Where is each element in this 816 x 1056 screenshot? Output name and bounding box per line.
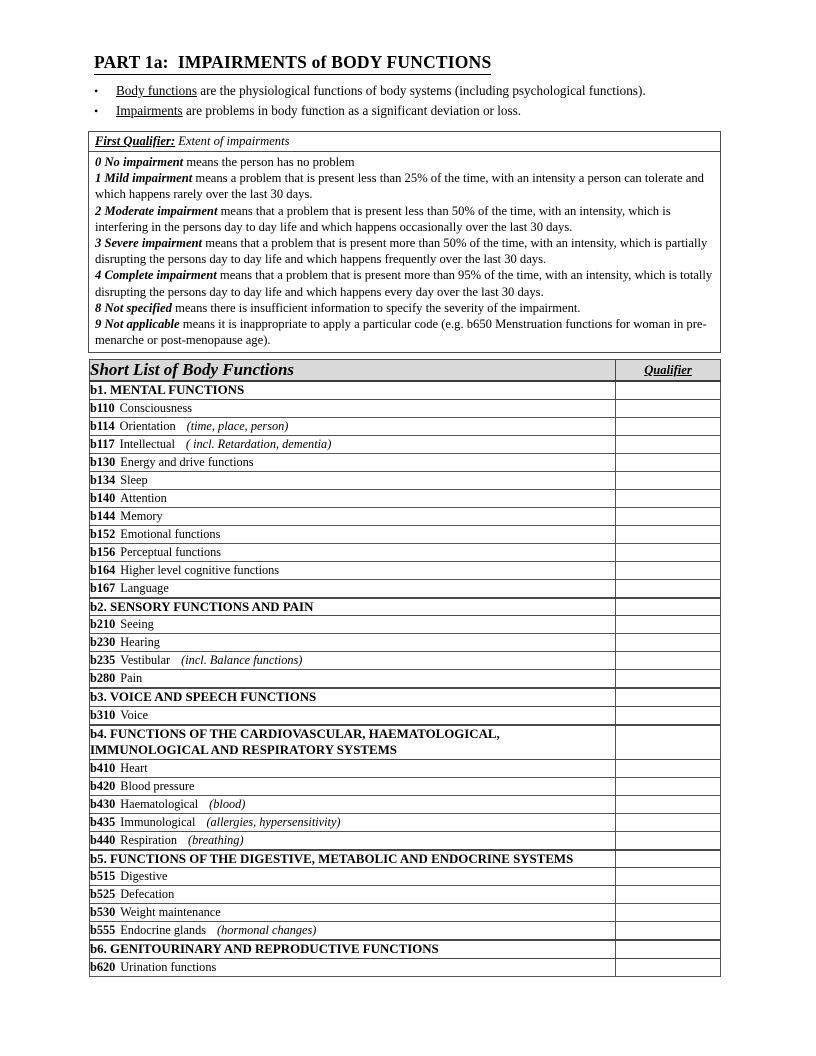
qualifier-cell[interactable] xyxy=(616,435,721,453)
function-label: Urination functions xyxy=(120,959,217,974)
qualifier-level-text: means that a problem that is present more than 50% of the time, with an intensity, which is partially disrupting the persons day to day life and which happens frequently over the last 30 days. xyxy=(95,236,708,267)
qualifier-cell[interactable] xyxy=(616,759,721,777)
function-label: Defecation xyxy=(120,887,175,901)
qualifier-cell[interactable] xyxy=(616,616,721,634)
function-label: Attention xyxy=(120,490,167,505)
function-cell xyxy=(90,886,616,904)
table-header-row xyxy=(90,360,721,382)
function-note: (hormonal changes) xyxy=(217,923,317,937)
qualifier-cell[interactable] xyxy=(616,417,721,435)
bullet-dot-icon: • xyxy=(94,84,99,98)
function-code: b410 xyxy=(90,760,116,775)
section-heading-line1: b2. SENSORY FUNCTIONS AND PAIN xyxy=(90,599,314,614)
function-label: Intellectual xyxy=(119,436,175,451)
qualifier-cell[interactable] xyxy=(616,453,721,471)
function-cell xyxy=(90,417,616,435)
function-label: Haematological xyxy=(120,796,199,811)
qualifier-cell[interactable] xyxy=(616,850,721,868)
table-section-header-row xyxy=(90,688,721,706)
function-code: b110 xyxy=(90,400,115,415)
function-cell xyxy=(90,435,616,453)
table-row xyxy=(90,922,721,941)
qualifier-cell[interactable] xyxy=(616,831,721,850)
table-row xyxy=(90,958,721,976)
function-code: b420 xyxy=(90,778,116,793)
qualifier-cell[interactable] xyxy=(616,399,721,417)
qualifier-level-0 xyxy=(95,154,714,170)
qualifier-cell[interactable] xyxy=(616,706,721,725)
qualifier-column-header: Qualifier xyxy=(616,360,721,382)
function-cell xyxy=(90,777,616,795)
table-row xyxy=(90,634,721,652)
section-heading-line1: b6. GENITOURINARY AND REPRODUCTIVE FUNCTIONS xyxy=(90,942,439,956)
qualifier-cell[interactable] xyxy=(616,579,721,598)
list-item xyxy=(94,81,724,101)
function-cell xyxy=(90,489,616,507)
function-code: b152 xyxy=(90,526,116,541)
body-functions-table-body xyxy=(90,360,721,977)
table-section-header-row xyxy=(90,940,721,958)
function-label: Vestibular xyxy=(120,653,171,667)
bullet-dot-icon: • xyxy=(94,104,99,118)
table-title: Short List of Body Functions xyxy=(90,360,616,382)
qualifier-cell[interactable] xyxy=(616,958,721,976)
section-heading-line1: b4. FUNCTIONS OF THE CARDIOVASCULAR, HAEMATOLOGICAL, xyxy=(90,726,500,741)
function-code: b130 xyxy=(90,454,116,469)
section-heading-line1: b3. VOICE AND SPEECH FUNCTIONS xyxy=(90,690,317,704)
qualifier-level-lead: 2 Moderate impairment xyxy=(95,203,218,218)
function-label: Orientation xyxy=(119,418,176,433)
table-row xyxy=(90,831,721,850)
qualifier-cell[interactable] xyxy=(616,471,721,489)
table-section-header-row xyxy=(90,381,721,399)
table-row xyxy=(90,886,721,904)
qualifier-level-3 xyxy=(95,235,714,267)
qualifier-cell[interactable] xyxy=(616,381,721,399)
function-code: b144 xyxy=(90,508,116,523)
function-label: Higher level cognitive functions xyxy=(120,562,280,577)
section-heading xyxy=(90,688,616,706)
function-code: b117 xyxy=(90,436,115,451)
function-code: b235 xyxy=(90,653,116,667)
qualifier-level-lead: 9 Not applicable xyxy=(95,317,180,332)
function-note: ( incl. Retardation, dementia) xyxy=(185,436,332,451)
qualifier-level-text: means it is inappropriate to apply a particular code (e.g. b650 Menstruation functions for woman in pre-menarche or post-menopause age). xyxy=(95,317,707,348)
table-row xyxy=(90,561,721,579)
function-code: b134 xyxy=(90,472,116,487)
qualifier-level-lead: 0 No impairment xyxy=(95,155,184,169)
function-label: Consciousness xyxy=(119,400,193,415)
function-label: Memory xyxy=(120,508,163,523)
function-label: Sleep xyxy=(120,472,148,487)
function-cell xyxy=(90,759,616,777)
qualifier-level-text: means the person has no problem xyxy=(183,155,355,169)
function-cell xyxy=(90,652,616,670)
function-cell xyxy=(90,795,616,813)
table-section-header-row xyxy=(90,598,721,616)
function-cell xyxy=(90,616,616,634)
table-row xyxy=(90,507,721,525)
function-cell xyxy=(90,922,616,941)
table-row xyxy=(90,904,721,922)
body-functions-table xyxy=(89,359,721,977)
table-row xyxy=(90,471,721,489)
qualifier-cell[interactable] xyxy=(616,652,721,670)
qualifier-header-label: First Qualifier: xyxy=(95,134,176,148)
function-cell xyxy=(90,579,616,598)
function-label: Emotional functions xyxy=(120,526,221,541)
function-code: b310 xyxy=(90,707,116,722)
table-row xyxy=(90,813,721,831)
function-code: b515 xyxy=(90,869,116,883)
table-row xyxy=(90,435,721,453)
qualifier-level-text: means that a problem that is present more than 95% of the time, with an intensity, which is totally disrupting the persons day to day life and which happens every day over the last 30 days. xyxy=(95,268,713,299)
table-row xyxy=(90,706,721,725)
qualifier-level-lead: 4 Complete impairment xyxy=(95,268,217,283)
qualifier-cell[interactable] xyxy=(616,795,721,813)
function-label: Language xyxy=(120,580,169,595)
function-cell xyxy=(90,543,616,561)
section-heading xyxy=(90,940,616,958)
function-code: b280 xyxy=(90,671,116,685)
qualifier-cell[interactable] xyxy=(616,725,721,760)
function-cell xyxy=(90,634,616,652)
function-label: Seeing xyxy=(120,617,154,631)
function-code: b230 xyxy=(90,635,116,649)
function-label: Voice xyxy=(120,707,149,722)
table-row xyxy=(90,543,721,561)
function-code: b164 xyxy=(90,562,116,577)
section-heading xyxy=(90,725,616,760)
function-cell xyxy=(90,868,616,886)
first-qualifier-box xyxy=(88,131,721,353)
function-code: b435 xyxy=(90,814,116,829)
qualifier-cell[interactable] xyxy=(616,561,721,579)
function-code: b210 xyxy=(90,617,116,631)
function-note: (incl. Balance functions) xyxy=(181,653,303,667)
table-row xyxy=(90,868,721,886)
qualifier-level-lead: 3 Severe impairment xyxy=(95,236,203,251)
list-item xyxy=(94,101,724,121)
bullet-text xyxy=(116,81,724,100)
function-cell xyxy=(90,471,616,489)
qualifier-level-2 xyxy=(95,203,714,235)
page-title: PART 1a: IMPAIRMENTS of BODY FUNCTIONS xyxy=(94,52,491,75)
function-cell xyxy=(90,453,616,471)
function-note: (breathing) xyxy=(188,832,244,847)
function-label: Hearing xyxy=(120,635,160,649)
bullet-lead-term: Body functions xyxy=(116,83,197,98)
function-label: Endocrine glands xyxy=(120,923,207,937)
function-cell xyxy=(90,670,616,689)
table-row xyxy=(90,777,721,795)
qualifier-cell[interactable] xyxy=(616,922,721,941)
table-row xyxy=(90,670,721,689)
qualifier-box-body xyxy=(89,152,720,352)
section-heading-line2: IMMUNOLOGICAL AND RESPIRATORY SYSTEMS xyxy=(90,743,397,757)
table-row xyxy=(90,399,721,417)
qualifier-cell[interactable] xyxy=(616,489,721,507)
qualifier-cell[interactable] xyxy=(616,634,721,652)
qualifier-box-header xyxy=(89,132,720,152)
function-code: b430 xyxy=(90,796,116,811)
function-label: Perceptual functions xyxy=(120,544,222,559)
function-cell xyxy=(90,525,616,543)
function-code: b555 xyxy=(90,923,116,937)
intro-bullet-list xyxy=(94,81,724,121)
function-cell xyxy=(90,507,616,525)
function-label: Weight maintenance xyxy=(120,905,221,919)
function-cell xyxy=(90,706,616,725)
function-code: b620 xyxy=(90,959,116,974)
qualifier-cell[interactable] xyxy=(616,868,721,886)
qualifier-header-rest: Extent of impairments xyxy=(175,134,290,148)
qualifier-cell[interactable] xyxy=(616,525,721,543)
function-note: (time, place, person) xyxy=(186,418,289,433)
function-cell xyxy=(90,831,616,850)
function-code: b156 xyxy=(90,544,116,559)
function-note: (allergies, hypersensitivity) xyxy=(206,814,341,829)
bullet-rest-text: are the physiological functions of body systems (including psychological functions). xyxy=(196,83,646,98)
function-label: Pain xyxy=(120,671,143,685)
table-section-header-row xyxy=(90,850,721,868)
bullet-rest-text: are problems in body function as a significant deviation or loss. xyxy=(182,103,522,118)
table-row xyxy=(90,417,721,435)
function-label: Blood pressure xyxy=(120,778,195,793)
qualifier-level-8 xyxy=(95,300,714,316)
function-cell xyxy=(90,904,616,922)
table-row xyxy=(90,795,721,813)
qualifier-level-text: means there is insufficient information to specify the severity of the impairment. xyxy=(171,300,581,315)
qualifier-level-text: means that a problem that is present less than 50% of the time, with an intensity, which is interfering in the persons day to day life and which happens occasionally over the last 30 days. xyxy=(95,203,671,234)
section-heading xyxy=(90,381,616,399)
qualifier-cell[interactable] xyxy=(616,940,721,958)
function-label: Immunological xyxy=(120,814,196,829)
function-label: Respiration xyxy=(120,832,177,847)
section-heading xyxy=(90,598,616,616)
function-cell xyxy=(90,958,616,976)
qualifier-cell[interactable] xyxy=(616,904,721,922)
table-section-header-row xyxy=(90,725,721,760)
function-code: b167 xyxy=(90,580,116,595)
qualifier-cell[interactable] xyxy=(616,670,721,689)
qualifier-level-9 xyxy=(95,316,714,348)
function-label: Energy and drive functions xyxy=(120,454,254,469)
function-code: b140 xyxy=(90,490,116,505)
qualifier-level-lead: 1 Mild impairment xyxy=(95,171,193,186)
qualifier-cell[interactable] xyxy=(616,507,721,525)
function-code: b440 xyxy=(90,832,116,847)
table-row xyxy=(90,579,721,598)
qualifier-level-lead: 8 Not specified xyxy=(95,300,172,315)
section-heading-line1: b1. MENTAL FUNCTIONS xyxy=(90,383,245,397)
section-heading xyxy=(90,850,616,868)
table-row xyxy=(90,616,721,634)
qualifier-level-text: means a problem that is present less than 25% of the time, with an intensity a person can tolerate and which happens rarely over the last 30 days. xyxy=(95,171,704,202)
qualifier-cell[interactable] xyxy=(616,543,721,561)
table-row xyxy=(90,652,721,670)
table-row xyxy=(90,453,721,471)
function-cell xyxy=(90,561,616,579)
section-heading-line1: b5. FUNCTIONS OF THE DIGESTIVE, METABOLIC AND ENDOCRINE SYSTEMS xyxy=(90,851,574,866)
qualifier-level-4 xyxy=(95,267,714,299)
qualifier-cell[interactable] xyxy=(616,886,721,904)
function-code: b530 xyxy=(90,905,116,919)
function-note: (blood) xyxy=(209,796,246,811)
qualifier-cell[interactable] xyxy=(616,688,721,706)
bullet-lead-term: Impairments xyxy=(116,103,183,118)
qualifier-cell[interactable] xyxy=(616,813,721,831)
function-cell xyxy=(90,399,616,417)
table-row xyxy=(90,489,721,507)
qualifier-cell[interactable] xyxy=(616,777,721,795)
qualifier-cell[interactable] xyxy=(616,598,721,616)
table-row xyxy=(90,759,721,777)
bullet-text xyxy=(116,101,724,120)
function-label: Heart xyxy=(120,760,148,775)
function-code: b525 xyxy=(90,887,116,901)
function-code: b114 xyxy=(90,418,115,433)
function-label: Digestive xyxy=(120,869,168,883)
function-cell xyxy=(90,813,616,831)
table-row xyxy=(90,525,721,543)
qualifier-level-1 xyxy=(95,170,714,202)
